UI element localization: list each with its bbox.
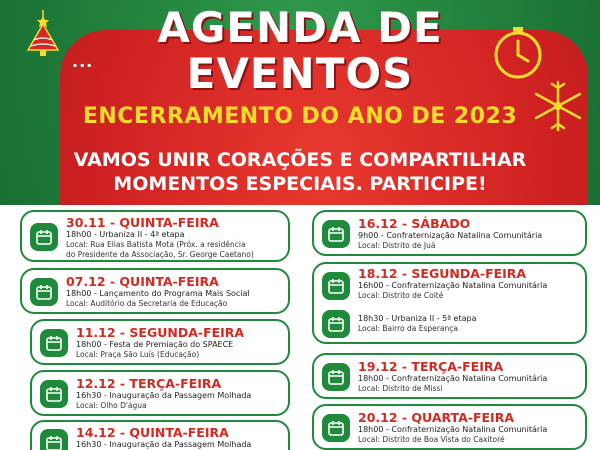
calendar-icon: [322, 414, 350, 442]
event-date: 11.12 - SEGUNDA-FEIRA: [76, 325, 245, 340]
event-description: 18h00 - Festa de Premiação do SPAECE: [76, 340, 234, 349]
event-card: [30, 370, 290, 416]
ellipsis-decoration: ...: [72, 52, 94, 71]
event-description: 16h30 - Inauguração da Passagem Molhada: [76, 391, 252, 400]
event-date: 20.12 - QUARTA-FEIRA: [358, 410, 515, 425]
calendar-icon: [40, 329, 68, 357]
event-location: Local: Rua Elias Batista Mota (Próx. a residência: [66, 240, 246, 249]
event-description: 18h00 - Urbaniza II - 4ª etapa: [66, 230, 185, 239]
event-date: 07.12 - QUINTA-FEIRA: [66, 274, 219, 289]
calendar-icon: [322, 272, 350, 300]
tagline-line-2: MOMENTOS ESPECIAIS. PARTICIPE!: [113, 173, 487, 195]
calendar-icon: [40, 429, 68, 450]
tagline: [0, 148, 600, 196]
tagline-line-1: VAMOS UNIR CORAÇÕES E COMPARTILHAR: [73, 149, 527, 171]
event-card: [20, 210, 290, 262]
event-card: [30, 420, 290, 450]
event-location: Local: Praça São Luís (Educação): [76, 350, 200, 359]
event-date: 16.12 - SÁBADO: [358, 216, 471, 231]
event-date: 18.12 - SEGUNDA-FEIRA: [358, 266, 527, 281]
calendar-icon: [322, 310, 350, 338]
event-description: 18h00 - Confraternização Natalina Comunitária: [358, 374, 548, 383]
event-card: [30, 319, 290, 365]
title-line-2: EVENTOS: [186, 49, 414, 98]
event-date: 14.12 - QUINTA-FEIRA: [76, 425, 229, 440]
calendar-icon: [40, 380, 68, 408]
event-description: 18h00 - Confraternização Natalina Comunitária: [358, 425, 548, 434]
event-location: Local: Olho D'água: [76, 401, 147, 410]
event-location: Local: Distrito de Boa Vista do Caxitoré: [358, 435, 505, 444]
event-location: Local: Bairro da Esperança: [358, 324, 458, 333]
event-date: 19.12 - TERÇA-FEIRA: [358, 359, 504, 374]
event-description: 18h30 - Urbaniza II - 5ª etapa: [358, 314, 477, 323]
calendar-icon: [30, 278, 58, 306]
event-location: Local: Distrito de Missi: [358, 384, 443, 393]
calendar-icon: [30, 223, 58, 251]
event-description: 16h00 - Confraternização Natalina Comunitária: [358, 281, 548, 290]
title-line-1: AGENDA DE: [157, 3, 443, 52]
event-location: Local: Auditório da Secretaria de Educação: [66, 299, 228, 308]
event-card: [312, 353, 587, 399]
event-description: 18h00 - Lançamento do Programa Mais Social: [66, 289, 250, 298]
calendar-icon: [322, 363, 350, 391]
event-description: 16h30 - Inauguração da Passagem Molhada: [76, 440, 252, 449]
event-date: 12.12 - TERÇA-FEIRA: [76, 376, 222, 391]
event-card: [312, 404, 587, 450]
event-location: Local: Distrito de Coité: [358, 291, 444, 300]
event-card: [20, 268, 290, 314]
event-date: 30.11 - QUINTA-FEIRA: [66, 215, 219, 230]
subtitle: ENCERRAMENTO DO ANO DE 2023: [82, 104, 518, 129]
calendar-icon: [322, 220, 350, 248]
event-card: [312, 262, 587, 344]
event-card: [312, 210, 587, 256]
title: [0, 3, 600, 98]
event-location-continued: do Presidente da Associação, Sr. George Caetano): [66, 250, 254, 259]
event-location: Local: Distrito de Juá: [358, 241, 436, 250]
event-description: 9h00 - Confraternização Natalina Comunitária: [358, 231, 543, 240]
